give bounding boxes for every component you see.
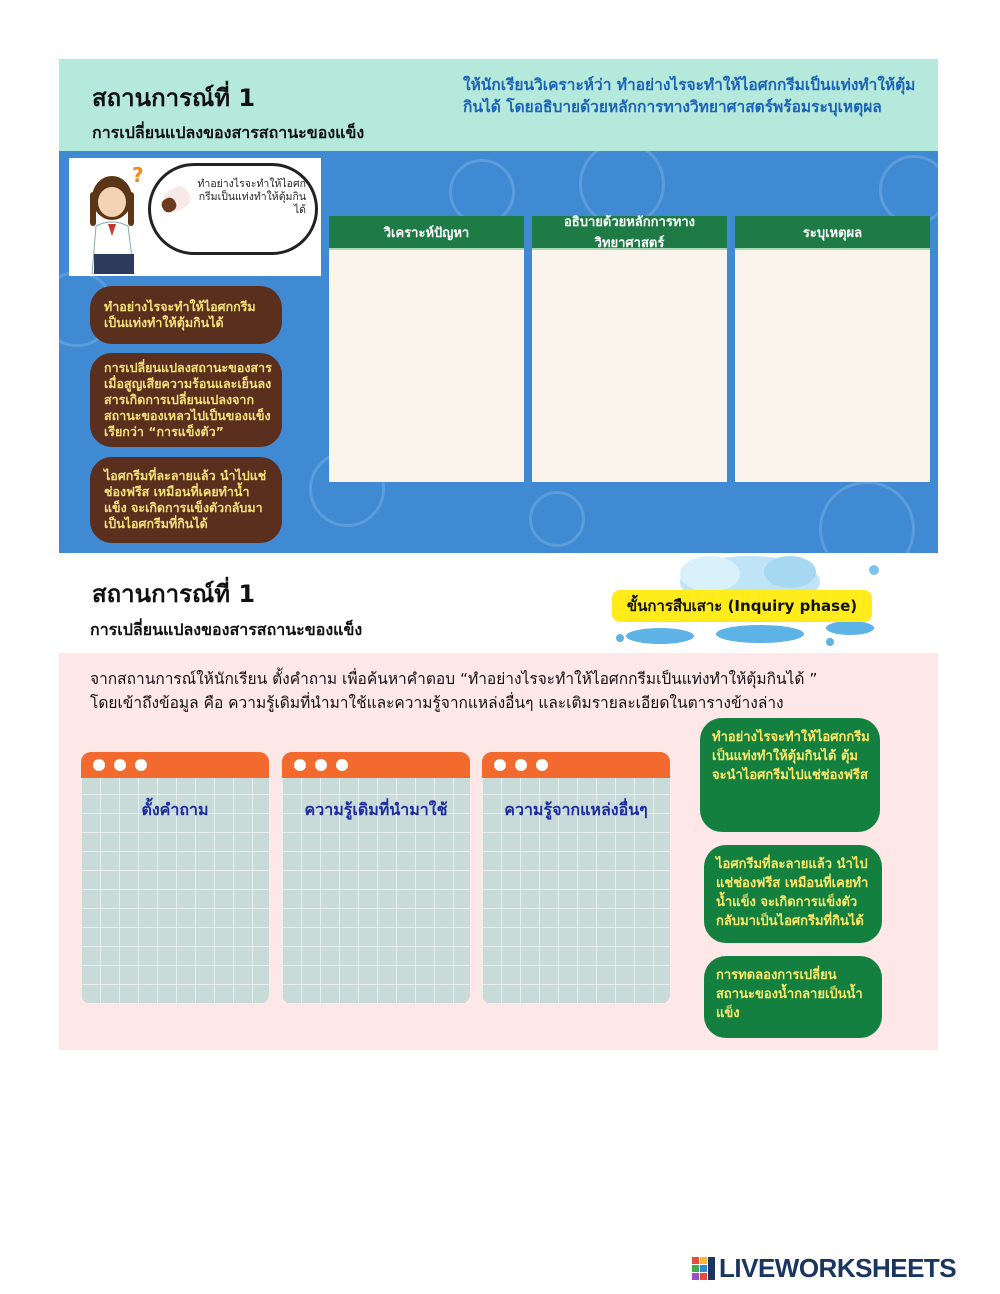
- section2-instruction: [90, 667, 920, 715]
- window-titlebar: [482, 752, 670, 778]
- window-dot-icon: [294, 759, 306, 771]
- instruction-line: จากสถานการณ์ให้นักเรียน ตั้งคำถาม เพื่อค้นหาคำตอบ “ทำอย่างไรจะทำให้ไอศกกรีมเป็นแท่งทำให้ตุ้มกินได้ ”: [90, 670, 818, 688]
- ask-question-input[interactable]: [87, 832, 267, 996]
- column-give-reason: [735, 216, 930, 482]
- hint-card-question: [90, 286, 282, 344]
- liveworksheets-logo-icon: [692, 1257, 716, 1281]
- column-header: อธิบายด้วยหลักการทางวิทยาศาสตร์: [532, 216, 727, 250]
- window-title: ความรู้เดิมที่นำมาใช้: [304, 800, 448, 819]
- answer-card-prior[interactable]: [704, 845, 882, 943]
- section2-subtitle: การเปลี่ยนแปลงของสารสถานะของแข็ง: [90, 620, 363, 639]
- window-title: ความรู้จากแหล่งอื่นๆ: [504, 800, 648, 819]
- hint-card-text: การเปลี่ยนแปลงสถานะของสารเมื่อสูญเสียความร้อนและเย็นลง สารเกิดการเปลี่ยนแปลงจากสถานะของเหลวไปเป็นของแข็ง เรียกว่า “การแข็งตัว”: [104, 360, 272, 439]
- column-header: วิเคราะห์ปัญหา: [329, 216, 524, 250]
- speech-text: ทำอย่างไรจะทำให้ไอศกกรีมเป็นแท่งทำให้ตุ้มกินได้: [197, 178, 306, 216]
- hint-card-text: ไอศกรีมที่ละลายแล้ว นำไปแช่ช่องฟรีส เหมือนที่เคยทำน้ำแข็ง จะเกิดการแข็งตัวกลับมาเป็นไอศกรีมที่กินได้: [104, 468, 267, 531]
- window-titlebar: [282, 752, 470, 778]
- svg-text:?: ?: [132, 163, 144, 187]
- window-titlebar: [81, 752, 269, 778]
- answer-card-text: ไอศกรีมที่ละลายแล้ว นำไปแช่ช่องฟรีส เหมือนที่เคยทำน้ำแข็ง จะเกิดการแข็งตัวกลับมาเป็นไอศกรีมที่กินได้: [716, 857, 869, 929]
- hint-card-text: ทำอย่างไรจะทำให้ไอศกกรีมเป็นแท่งทำให้ตุ้มกินได้: [104, 299, 256, 330]
- window-other-sources: [482, 752, 670, 1004]
- column-explain-principle: [532, 216, 727, 482]
- window-title: ตั้งคำถาม: [141, 800, 209, 819]
- answer-card-source[interactable]: [704, 956, 882, 1038]
- doodle-circle-icon: [529, 491, 585, 547]
- doodle-circle-icon: [879, 155, 938, 225]
- give-reason-input[interactable]: [735, 252, 930, 482]
- section1-subtitle: การเปลี่ยนแปลงของสารสถานะของแข็ง: [92, 123, 365, 142]
- section1-title: สถานการณ์ที่ 1: [92, 84, 256, 112]
- doodle-circle-icon: [819, 481, 915, 553]
- section1-instruction: ให้นักเรียนวิเคราะห์ว่า ทำอย่างไรจะทำให้ไอศกกรีมเป็นแท่งทำให้ตุ้มกินได้ โดยอธิบายด้วยหลักการทางวิทยาศาสตร์พร้อมระบุเหตุผล: [463, 76, 916, 116]
- window-dot-icon: [536, 759, 548, 771]
- prior-knowledge-input[interactable]: [288, 832, 468, 996]
- window-dot-icon: [93, 759, 105, 771]
- hint-card-principle: [90, 353, 282, 447]
- window-dot-icon: [315, 759, 327, 771]
- liveworksheets-logo-text: LIVEWORKSHEETS: [719, 1253, 957, 1283]
- window-dot-icon: [336, 759, 348, 771]
- thinking-girl-icon: [82, 162, 152, 274]
- explain-principle-input[interactable]: [532, 252, 727, 482]
- column-header: ระบุเหตุผล: [735, 216, 930, 250]
- hint-card-reason: [90, 457, 282, 543]
- window-dot-icon: [135, 759, 147, 771]
- window-dot-icon: [494, 759, 506, 771]
- section2-title: สถานการณ์ที่ 1: [92, 580, 256, 608]
- inquiry-phase-badge: ขั้นการสืบเสาะ (Inquiry phase): [612, 590, 872, 622]
- instruction-line: โดยเข้าถึงข้อมูล คือ ความรู้เดิมที่นำมาใช้และความรู้จากแหล่งอื่นๆ และเติมรายละเอียดในตารางข้างล่าง: [90, 694, 784, 712]
- answer-card-text: ทำอย่างไรจะทำให้ไอศกกรีมเป็นแท่งทำให้ตุ้มกินได้ ตุ้มจะนำไอศกรีมไปแช่ช่องฟรีส: [712, 730, 870, 783]
- other-sources-input[interactable]: [488, 832, 668, 996]
- window-ask-question: [81, 752, 269, 1004]
- window-dot-icon: [114, 759, 126, 771]
- answer-card-text: การทดลองการเปลี่ยนสถานะของน้ำกลายเป็นน้ำแข็ง: [716, 968, 863, 1021]
- analyze-problem-input[interactable]: [329, 252, 524, 482]
- window-prior-knowledge: [282, 752, 470, 1004]
- column-analyze-problem: [329, 216, 524, 482]
- answer-card-question[interactable]: [700, 718, 880, 832]
- ice-cream-icon: [158, 184, 198, 218]
- window-dot-icon: [515, 759, 527, 771]
